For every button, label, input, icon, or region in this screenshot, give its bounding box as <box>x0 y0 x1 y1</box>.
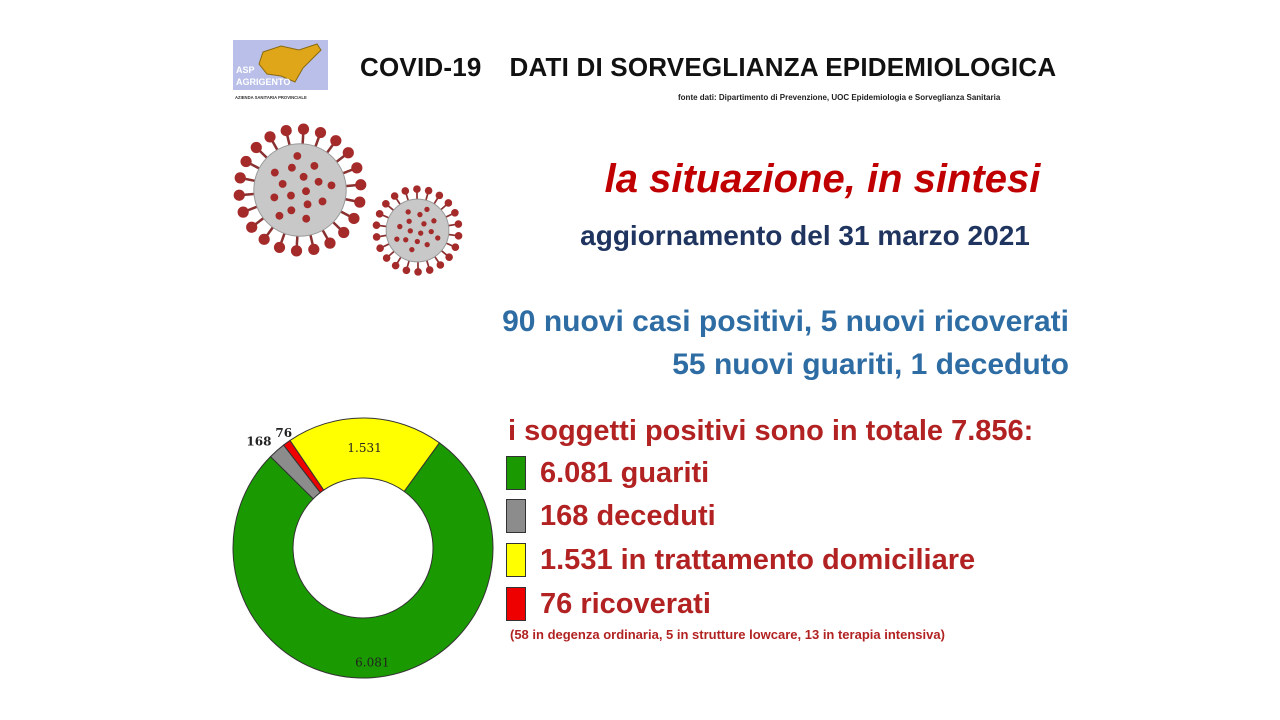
logo-text-asp: ASP <box>236 65 255 75</box>
logo-subtext: AZIENDA SANITARIA PROVINCIALE <box>235 95 307 100</box>
legend-label: 6.081 guariti <box>540 456 710 489</box>
logo-text-agrigento: AGRIGENTO <box>236 77 291 87</box>
legend-item-guariti <box>506 454 709 492</box>
slice-label-domiciliare: 1.531 <box>347 441 382 456</box>
page-title <box>360 52 1056 83</box>
donut-chart <box>220 380 510 695</box>
virus-image-large <box>230 120 370 265</box>
headline: la situazione, in sintesi <box>604 157 1041 201</box>
legend-item-deceduti <box>506 497 716 535</box>
title-surveillance: DATI DI SORVEGLIANZA EPIDEMIOLOGICA <box>509 52 1057 82</box>
legend-label: 76 ricoverati <box>540 587 711 620</box>
slice-label-guariti: 6.081 <box>355 655 390 670</box>
virus-image-small <box>370 183 465 283</box>
hospitalization-note: (58 in degenza ordinaria, 5 in strutture lowcare, 13 in terapia intensiva) <box>510 627 945 642</box>
total-positive: i soggetti positivi sono in totale 7.856: <box>508 415 1034 447</box>
legend-label: 1.531 in trattamento domiciliare <box>540 543 976 576</box>
slice-label-deceduti: 168 <box>246 434 272 449</box>
asp-agrigento-logo <box>233 40 328 104</box>
update-date: aggiornamento del 31 marzo 2021 <box>580 220 1030 251</box>
title-covid: COVID-19 <box>360 52 482 82</box>
data-source: fonte dati: Dipartimento di Prevenzione, UOC Epidemiologia e Sorveglianza Sanitaria <box>678 93 1001 102</box>
new-recovered-line: 55 nuovi guariti, 1 deceduto <box>672 348 1069 381</box>
legend-label: 168 deceduti <box>540 499 716 532</box>
legend-item-ricoverati <box>506 585 711 623</box>
legend-item-domiciliare <box>506 541 975 579</box>
slice-label-ricoverati: 76 <box>275 425 293 440</box>
new-cases-line: 90 nuovi casi positivi, 5 nuovi ricoverati <box>502 305 1069 338</box>
